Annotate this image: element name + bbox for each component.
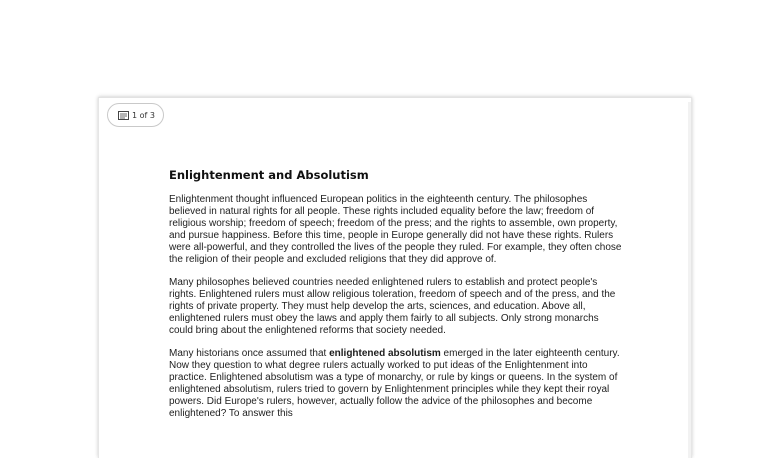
paragraph-3-text-end: emerged in the later eighteenth century. Now they question to what degree rulers actually worked to put ideas of the Enlightenment into practice. Enlightened absolutism was a type of monarchy, or rule by kings or queens. In the system of enlightened absolutism, rulers tried to govern by Enlightenment principles while they kept their royal powers. Did Europe's rulers, however, actually follow the advice of the philosophes and become enlightened? To answer this (169, 348, 620, 419)
page-indicator-button[interactable] (107, 103, 164, 127)
page-indicator-label: 1 of 3 (132, 110, 155, 120)
scrollbar[interactable] (688, 102, 691, 458)
paragraph-3-text-start: Many historians once assumed that (169, 348, 330, 359)
paragraph-2: Many philosophes believed countries needed enlightened rulers to establish and protect people's rights. Enlightened rulers must allow religious toleration, freedom of speech and of the press, and the rights of private property. They must help develop the arts, sciences, and education. Above all, enlightened rulers must obey the laws and apply them fairly to all subjects. Only strong monarchs could bring about the enlightened reforms that society needed. (169, 277, 616, 336)
pages-icon (118, 111, 129, 120)
paragraph-1: Enlightenment thought influenced European politics in the eighteenth century. The philosophes believed in natural rights for all people. These rights included equality before the law; freedom of religious worship; freedom of speech; freedom of the press; and the rights to assemble, own property, and pursue happiness. Before this time, people in Europe generally did not have these rights. Rulers were all-powerful, and they controlled the lives of the people they ruled. For example, they often chose the religion of their people and excluded religions that they did approve of. (169, 194, 622, 265)
key-term-enlightened-absolutism: enlightened absolutism (329, 348, 441, 359)
paragraph-3 (169, 348, 624, 420)
document-page (98, 97, 692, 458)
article-title: Enlightenment and Absolutism (169, 168, 369, 182)
article-body (169, 168, 624, 431)
